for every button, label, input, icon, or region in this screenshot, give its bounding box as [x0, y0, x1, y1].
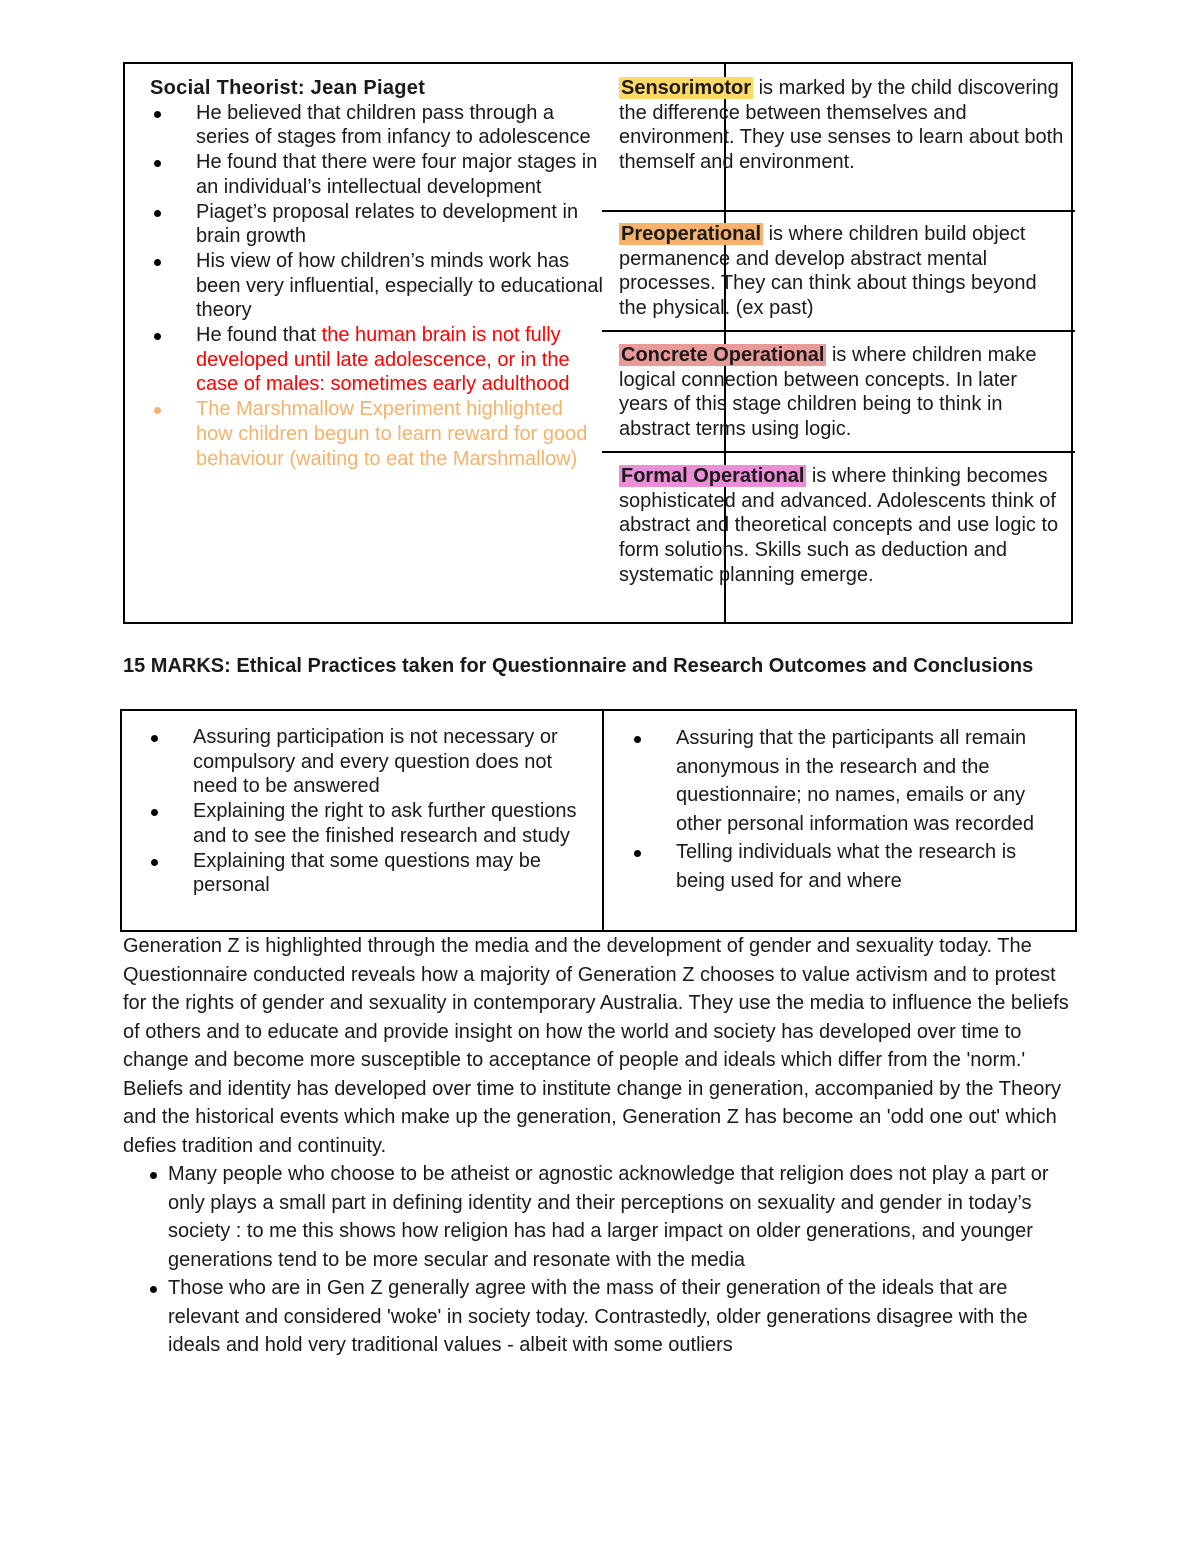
bullet-icon [154, 333, 161, 340]
bullet-icon [151, 735, 158, 742]
ethics-left-cell [147, 725, 587, 898]
list-item: Many people who choose to be atheist or agnostic acknowledge that religion does not play a part or only plays a small part in defining identity and their perceptions on sexuality and gender in today’s society : to me this shows how religion has had a larger impact on older generations, and younger generations tend to be more secular and resonate with the media [123, 1160, 1078, 1274]
list-item: His view of how children’s minds work has been very influential, especially to educational theory [150, 249, 605, 323]
section-heading: 15 MARKS: Ethical Practices taken for Questionnaire and Research Outcomes and Conclusions [123, 655, 1034, 677]
list-item: Those who are in Gen Z generally agree with the mass of their generation of the ideals that are relevant and considered 'woke' in society today. Contrastedly, older generations disagree with the ideals and hold very traditional values - albeit with some outliers [123, 1274, 1078, 1360]
bullet-icon [150, 1172, 157, 1179]
list-item: Explaining that some questions may be personal [147, 849, 587, 898]
list-item: Explaining the right to ask further questions and to see the finished research and study [147, 799, 587, 848]
stage-formal-operational: Formal Operational is where thinking becomes sophisticated and advanced. Adolescents think of abstract and theoretical concepts and use logic to form solutions. Skills such as deduction and systematic planning emerge. [619, 465, 1059, 586]
column-divider [602, 711, 604, 930]
bullet-icon [154, 210, 161, 217]
stage-sensorimotor: Sensorimotor is marked by the child discovering the difference between themselves and environment. They use senses to learn about both themself and environment. [619, 77, 1064, 174]
piaget-table [123, 62, 1073, 624]
theorist-cell [150, 76, 605, 471]
list-item: He believed that children pass through a series of stages from infancy to adolescence [150, 101, 605, 150]
stage-preoperational: Preoperational is where children build object permanence and develop abstract mental processes. They can think about things beyond the physical. (ex past) [619, 223, 1037, 320]
theorist-points [150, 101, 605, 472]
list-item: Telling individuals what the research is being used for and where [630, 838, 1070, 895]
bullet-icon [634, 850, 641, 857]
bullet-icon [150, 1286, 157, 1293]
bullet-icon [154, 407, 161, 414]
stage-name: Sensorimotor [621, 77, 752, 99]
row-divider [602, 451, 1075, 453]
list-item: Assuring participation is not necessary or compulsory and every question does not need to be answered [147, 725, 587, 799]
bullet-icon [151, 809, 158, 816]
bullet-icon [154, 160, 161, 167]
ethics-table [120, 709, 1077, 932]
theorist-heading: Social Theorist: Jean Piaget [150, 77, 426, 99]
list-item: The Marshmallow Experiment highlighted how children begun to learn reward for good behaviour (waiting to eat the Marshmallow) [150, 397, 605, 471]
conclusion-paragraph: Generation Z is highlighted through the media and the development of gender and sexuality today. The Questionnaire conducted reveals how a majority of Generation Z chooses to value activism and to protest for the rights of gender and sexuality in contemporary Australia. They use the media to influence the beliefs of others and to educate and provide insight on how the world and society has developed over time to change and become more susceptible to acceptance of people and ideals which differ from the 'norm.' Beliefs and identity has developed over time to institute change in generation, accompanied by the Theory and the historical events which make up the generation, Generation Z has become an 'odd one out' which defies tradition and continuity. [123, 935, 1069, 1157]
ethics-right-cell [630, 724, 1070, 896]
list-item: He found that the human brain is not fully developed until late adolescence, or in the case of males: sometimes early adulthood [150, 323, 605, 397]
highlighted-finding: the human brain is not fully developed until late adolescence, or in the case of males: sometimes early adulthood [196, 324, 570, 396]
row-divider [602, 330, 1075, 332]
list-item: Assuring that the participants all remain anonymous in the research and the questionnaire; no names, emails or any other personal information was recorded [630, 724, 1070, 838]
stage-concrete-operational: Concrete Operational is where children make logical connection between concepts. In later years of this stage children being to think in abstract terms using logic. [619, 344, 1037, 441]
bullet-icon [151, 859, 158, 866]
conclusions-list [123, 1160, 1078, 1360]
stage-name: Formal Operational [621, 465, 805, 487]
bullet-icon [154, 259, 161, 266]
stage-name: Preoperational [621, 223, 762, 245]
list-item: Piaget’s proposal relates to development in brain growth [150, 200, 605, 249]
list-item: He found that there were four major stages in an individual’s intellectual development [150, 150, 605, 199]
bullet-icon [154, 111, 161, 118]
bullet-icon [634, 736, 641, 743]
conclusions-body [123, 932, 1078, 1360]
row-divider [602, 210, 1075, 212]
stage-name: Concrete Operational [621, 344, 825, 366]
